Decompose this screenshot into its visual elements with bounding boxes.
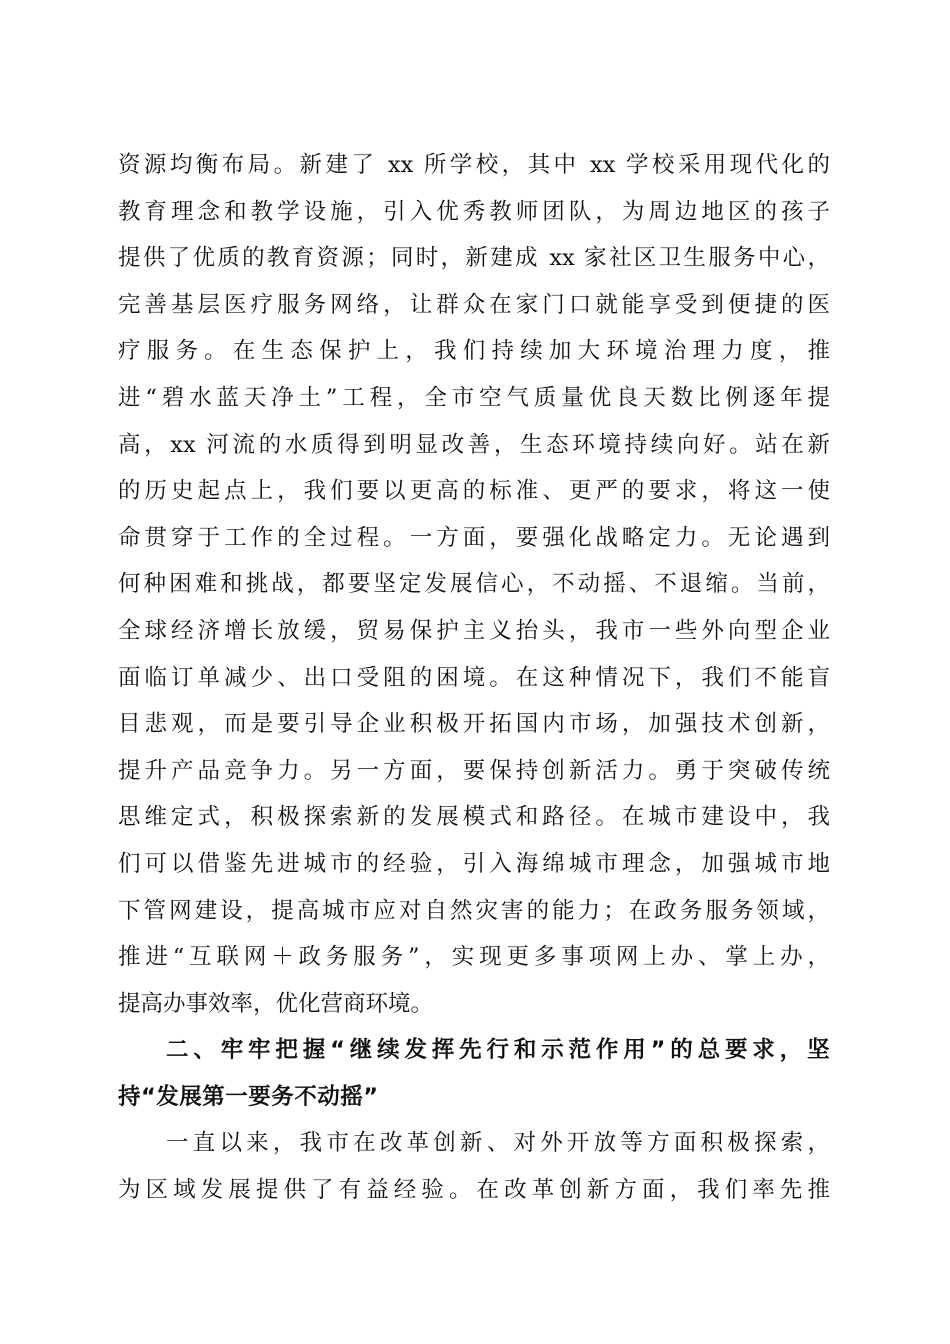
heading-line: 二、牢牢把握“继续发挥先行和示范作用”的总要求，坚	[166, 1037, 830, 1064]
text-line: 提供了优质的教育资源；同时，新建成 xx 家社区卫生服务中心，	[118, 245, 830, 272]
text-line: 进“碧水蓝天净土”工程，全市空气质量优良天数比例逐年提	[118, 384, 830, 411]
text-line: 们可以借鉴先进城市的经验，引入海绵城市理念，加强城市地	[118, 850, 830, 877]
text-line: 的历史起点上，我们要以更高的标准、更严的要求，将这一使	[118, 478, 830, 505]
text-line: 资源均衡布局。新建了 xx 所学校，其中 xx 学校采用现代化的	[118, 152, 830, 178]
document-body	[118, 142, 830, 1214]
text-line: 思维定式，积极探索新的发展模式和路径。在城市建设中，我	[118, 804, 830, 831]
text-line: 下管网建设，提高城市应对自然灾害的能力；在政务服务领域，	[118, 897, 830, 924]
paragraph-2	[118, 1120, 830, 1213]
text-line: 提高办事效率，优化营商环境。	[118, 990, 434, 1017]
text-line: 为区域发展提供了有益经验。在改革创新方面，我们率先推	[118, 1177, 830, 1204]
text-line: 命贯穿于工作的全过程。一方面，要强化战略定力。无论遇到	[118, 524, 830, 551]
text-line: 疗服务。在生态保护上，我们持续加大环境治理力度，推	[118, 338, 830, 365]
text-line: 一直以来，我市在改革创新、对外开放等方面积极探索，	[166, 1130, 830, 1157]
text-line: 完善基层医疗服务网络，让群众在家门口就能享受到便捷的医	[118, 291, 830, 318]
text-line: 何种困难和挑战，都要坚定发展信心，不动摇、不退缩。当前，	[118, 571, 830, 598]
text-line: 高，xx 河流的水质得到明显改善，生态环境持续向好。站在新	[118, 431, 830, 458]
paragraph-1	[118, 142, 830, 1027]
text-line: 目悲观，而是要引导企业积极开拓国内市场，加强技术创新，	[118, 711, 830, 738]
text-line: 教育理念和教学设施，引入优秀教师团队，为周边地区的孩子	[118, 198, 830, 225]
text-line: 提升产品竞争力。另一方面，要保持创新活力。勇于突破传统	[118, 757, 830, 784]
heading-line: 持“发展第一要务不动摇”	[118, 1083, 379, 1110]
text-line: 推进“互联网＋政务服务”，实现更多事项网上办、掌上办，	[118, 944, 830, 971]
text-line: 面临订单减少、出口受阻的困境。在这种情况下，我们不能盲	[118, 664, 830, 691]
text-line: 全球经济增长放缓，贸易保护主义抬头，我市一些外向型企业	[118, 617, 830, 644]
section-heading	[118, 1027, 830, 1120]
